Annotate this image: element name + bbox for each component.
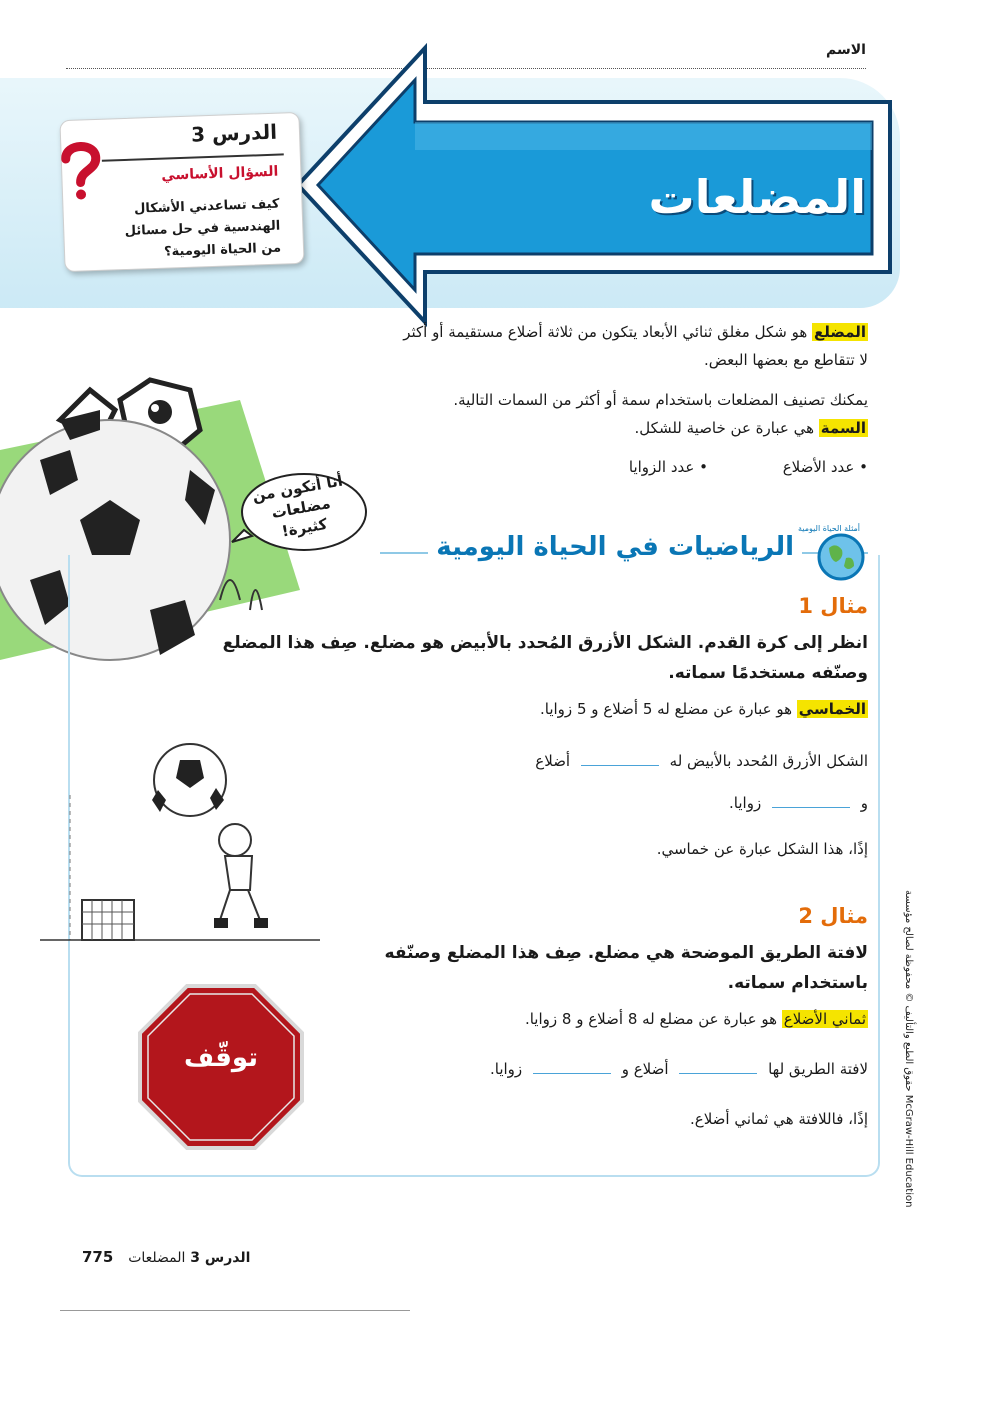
octagon-definition: ثماني الأضلاع هو عبارة عن مضلع له 8 أضلاع و 8 زوايا.	[524, 1010, 866, 1028]
bullet-item: • عدد الأضلاع	[782, 458, 868, 476]
polygon-definition-text: هو شكل مغلق ثنائي الأبعاد يتكون من ثلاثة أضلاع مستقيمة أو أكثر لا تتقاطع مع بعضها البعض.	[403, 323, 868, 369]
example1-conclusion: إذًا، هذا الشكل عبارة عن خماسي.	[656, 840, 868, 858]
lesson-number: الدرس 3	[190, 119, 278, 147]
cartoon-kid-illustration	[40, 740, 320, 970]
globe-label: أمثلة الحياة اليومية	[797, 524, 860, 533]
page-title: المضلعات	[648, 170, 866, 224]
name-label: الاسم	[826, 42, 866, 58]
example2-line1: لافتة الطريق لها أضلاع و زوايا.	[489, 1060, 868, 1078]
bullet-item: • عدد الزوايا	[628, 458, 708, 476]
example1-line2: و زوايا.	[729, 794, 868, 812]
page-number: 775	[82, 1248, 114, 1266]
essential-question-label: السؤال الأساسي	[161, 163, 279, 184]
example1-question: انظر إلى كرة القدم. الشكل الأزرق المُحدد بالأبيض هو مضلع. صِف هذا المضلع وصنّفه مستخدمًا سماته.	[222, 633, 868, 683]
polygon-definition	[398, 318, 868, 374]
lesson-box	[59, 112, 304, 272]
answer-blank[interactable]	[581, 765, 659, 766]
classify-text: يمكنك تصنيف المضلعات باستخدام سمة أو أكثر من السمات التالية.	[453, 391, 868, 409]
copyright-text: حقوق الطبع والتأليف © محفوظة لصالح مؤسسة McGraw-Hill Education	[903, 890, 914, 1208]
attribute-definition-text: هي عبارة عن خاصية للشكل.	[634, 419, 815, 437]
speech-bubble-text: أنا أتكون من مضلعات كثيرة!	[250, 471, 345, 541]
example1-line1: الشكل الأزرق المُحدد بالأبيض له أضلاع	[535, 752, 868, 770]
attribute-term: السمة	[820, 419, 866, 437]
footer-lesson: الدرس 3	[190, 1250, 251, 1266]
example1-title: مثال 1	[798, 594, 868, 618]
lesson-divider	[102, 153, 284, 161]
polygon-term: المضلع	[814, 323, 866, 341]
pentagon-definition: الخماسي هو عبارة عن مضلع له 5 أضلاع و 5 زوايا.	[540, 700, 866, 718]
example2-question: لافتة الطريق الموضحة هي مضلع. صِف هذا المضلع وصنّفه باستخدام سماته.	[384, 943, 868, 993]
attribute-bullets	[268, 458, 868, 476]
question-mark-icon	[57, 140, 103, 201]
essential-question-text: كيف تساعدني الأشكال الهندسية في حل مسائل من الحياة اليومية؟	[124, 196, 282, 260]
stop-sign-text: توقّف	[183, 1043, 258, 1073]
section-title: الرياضيات في الحياة اليومية	[428, 532, 802, 562]
octagon-term: ثماني الأضلاع	[783, 1010, 866, 1028]
attribute-definition	[308, 414, 868, 442]
footer-topic: المضلعات	[128, 1250, 186, 1266]
answer-blank[interactable]	[533, 1073, 611, 1074]
example2-conclusion: إذًا، فاللافتة هي ثماني أضلاع.	[689, 1110, 868, 1128]
page-footer	[82, 1248, 250, 1266]
pentagon-term: الخماسي	[798, 700, 866, 718]
example2-title: مثال 2	[798, 904, 868, 928]
answer-blank[interactable]	[772, 807, 850, 808]
answer-blank[interactable]	[679, 1073, 757, 1074]
footer-divider	[60, 1310, 410, 1311]
